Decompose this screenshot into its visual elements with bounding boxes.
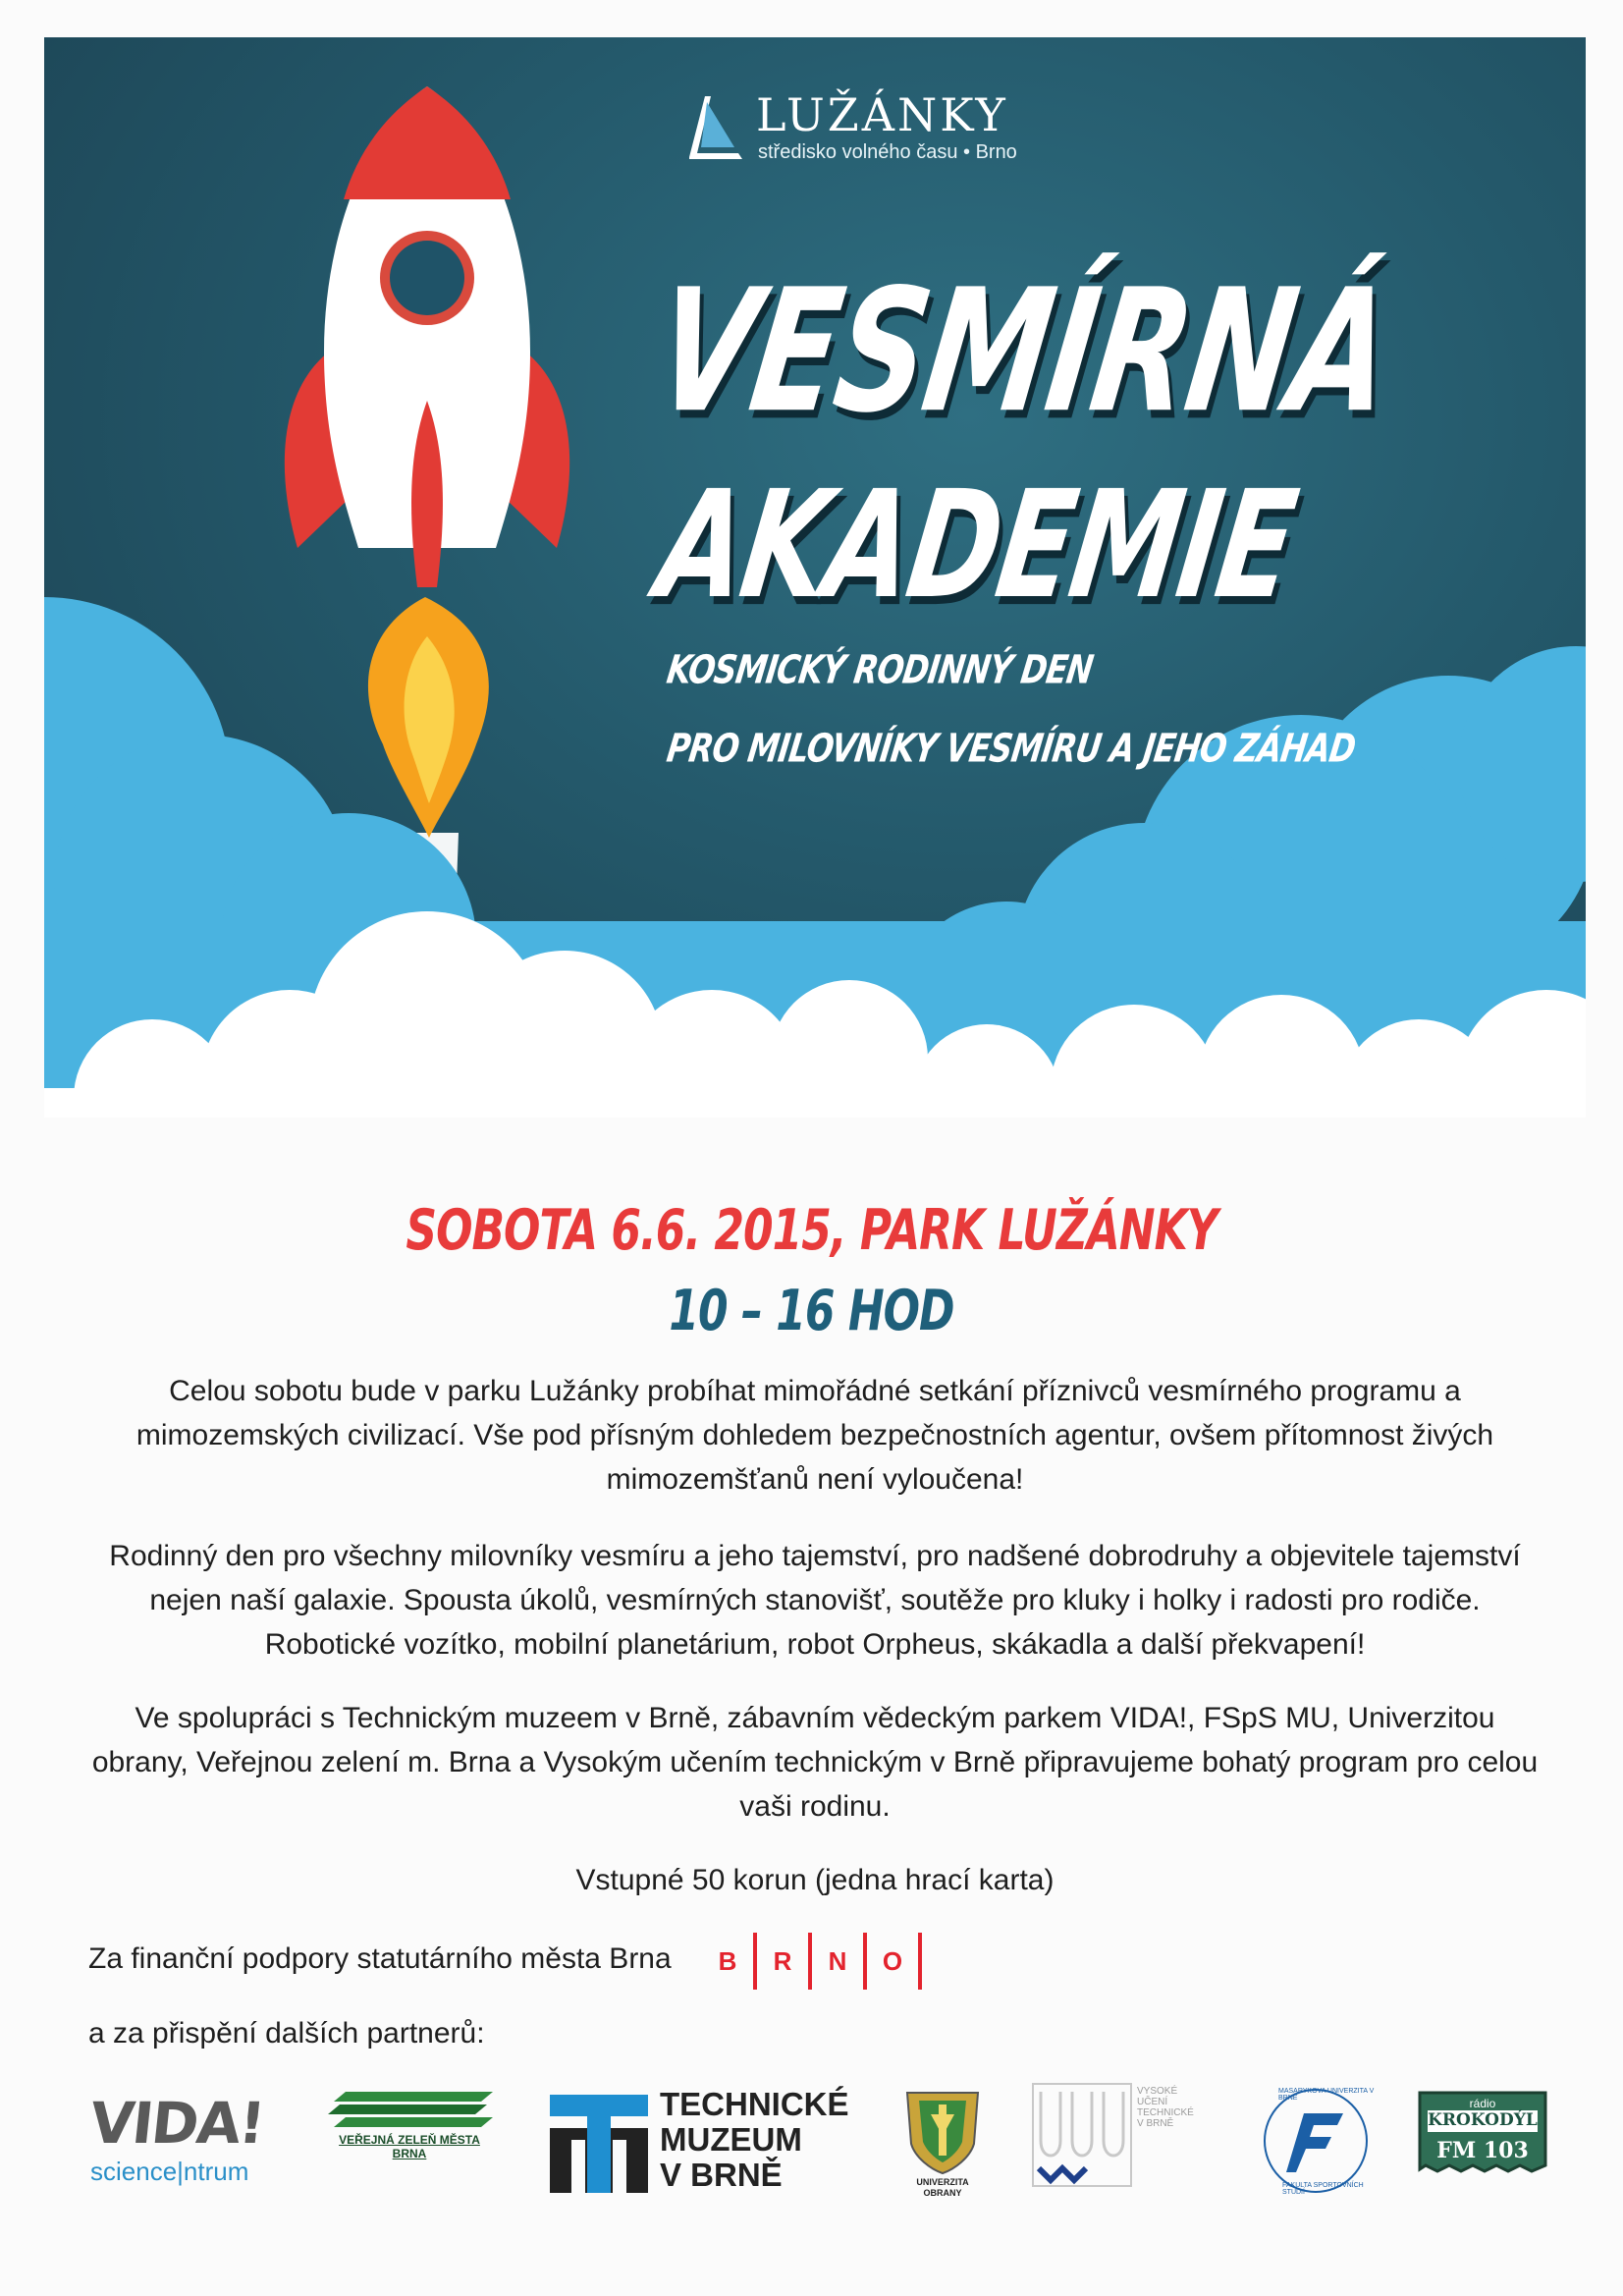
title-line-1: VESMÍRNÁ	[644, 253, 1402, 452]
brno-letter: N	[828, 1945, 847, 1976]
brno-letter: B	[718, 1945, 737, 1976]
shield-crest-icon	[893, 2087, 992, 2175]
unob-line: UNIVERZITA	[916, 2177, 969, 2187]
univerzita-obrany-logo	[893, 2087, 992, 2214]
title-line-2: AKADEMIE	[648, 460, 1305, 632]
vut-mark-icon	[1031, 2082, 1134, 2190]
paragraph-cooperation: Ve spolupráci s Technickým muzeem v Brně, zábavním vědeckým parkem VIDA!, FSpS MU, Univerzitou obrany, Veřejnou zelení m. Brna a Vysokým učením technickým v Brně připravujeme bohatý program pro celou vaši rodinu.	[91, 1702, 1539, 1823]
unob-line: OBRANY	[923, 2188, 962, 2198]
event-date-place: SOBOTA 6.6. 2015, PARK LUŽÁNKY	[406, 1198, 1217, 1264]
sail-logo-icon	[677, 88, 746, 167]
tm-mark-icon	[550, 2095, 648, 2193]
verejna-zelen-text: VEŘEJNÁ ZELEŇ MĚSTA BRNA	[339, 2133, 480, 2160]
brno-separator	[918, 1933, 922, 1990]
krokodyl-radio-text: rádio	[1469, 2097, 1496, 2110]
rocket-nose	[344, 86, 511, 199]
verejna-zelen-logo	[326, 2090, 493, 2159]
luzanky-logo	[677, 88, 1090, 177]
vut-text	[1137, 2086, 1216, 2129]
city-support-text: Za finanční podpory statutárního města Brna	[88, 1942, 672, 1975]
vut-line: UČENÍ	[1137, 2097, 1168, 2107]
fsps-bottom-text: FAKULTA SPORTOVNÍCH STUDIÍ	[1282, 2182, 1364, 2196]
technicke-muzeum-text	[660, 2087, 849, 2193]
fsps-top-text: MASARYKOVA UNIVERZITA V BRNĚ	[1278, 2088, 1375, 2102]
logo-subtitle: středisko volného času • Brno	[758, 141, 1017, 163]
technicke-muzeum-logo	[550, 2087, 864, 2205]
event-time: 10 – 16 HOD	[669, 1279, 954, 1344]
vut-line: V BRNĚ	[1137, 2118, 1174, 2129]
vida-subtitle: science|ntrum	[90, 2157, 249, 2186]
logo-name: LUŽÁNKY	[756, 88, 1008, 141]
unob-text	[893, 2177, 992, 2199]
vut-line: VYSOKÉ	[1137, 2086, 1178, 2097]
vida-logo	[86, 2090, 283, 2188]
paragraph-admission: Vstupné 50 korun (jedna hrací karta)	[575, 1864, 1055, 1896]
brno-letter: O	[882, 1945, 903, 1976]
partners-label: a za přispění dalších partnerů:	[88, 2017, 485, 2050]
muzeum-line: TECHNICKÉ	[660, 2086, 849, 2122]
vida-wordmark: VIDA!	[86, 2090, 267, 2157]
vut-logo	[1031, 2082, 1208, 2200]
brno-logo	[702, 1931, 922, 1992]
vut-line: TECHNICKÉ	[1137, 2107, 1194, 2118]
krokodyl-fm-text: FM 103	[1436, 2138, 1529, 2163]
muzeum-line: V BRNĚ	[660, 2157, 783, 2193]
subtitle-line-2: PRO MILOVNÍKY VESMÍRU A JEHO ZÁHAD	[664, 725, 1359, 772]
paragraph-program: Rodinný den pro všechny milovníky vesmíru a jeho tajemství, pro nadšené dobrodruhy a objevitele tajemství nejen naší galaxie. Spousta úkolů, vesmírných stanovišť, soutěže pro kluky i holky i radosti pro rodiče. Robotické vozítko, mobilní planetárium, robot Orpheus, skákadla a další překvapení!	[109, 1540, 1521, 1661]
fsps-mu-logo	[1257, 2082, 1375, 2200]
muzeum-line: MUZEUM	[660, 2121, 802, 2158]
subtitle-line-1: KOSMICKÝ RODINNÝ DEN	[664, 646, 1096, 693]
radio-krokodyl-logo	[1414, 2087, 1551, 2185]
poster-banner	[44, 37, 1586, 1118]
brno-letter: R	[773, 1945, 792, 1976]
krokodyl-name-text: KROKODÝL	[1428, 2110, 1538, 2130]
green-stripes-icon	[326, 2090, 493, 2133]
paragraph-intro: Celou sobotu bude v parku Lužánky probíhat mimořádné setkání příznivců vesmírného programu a mimozemských civilizací. Vše pod přísným dohledem bezpečnostních agentur, ovšem přítomnost živých mimozemšťanů není vyloučena!	[135, 1375, 1494, 1496]
